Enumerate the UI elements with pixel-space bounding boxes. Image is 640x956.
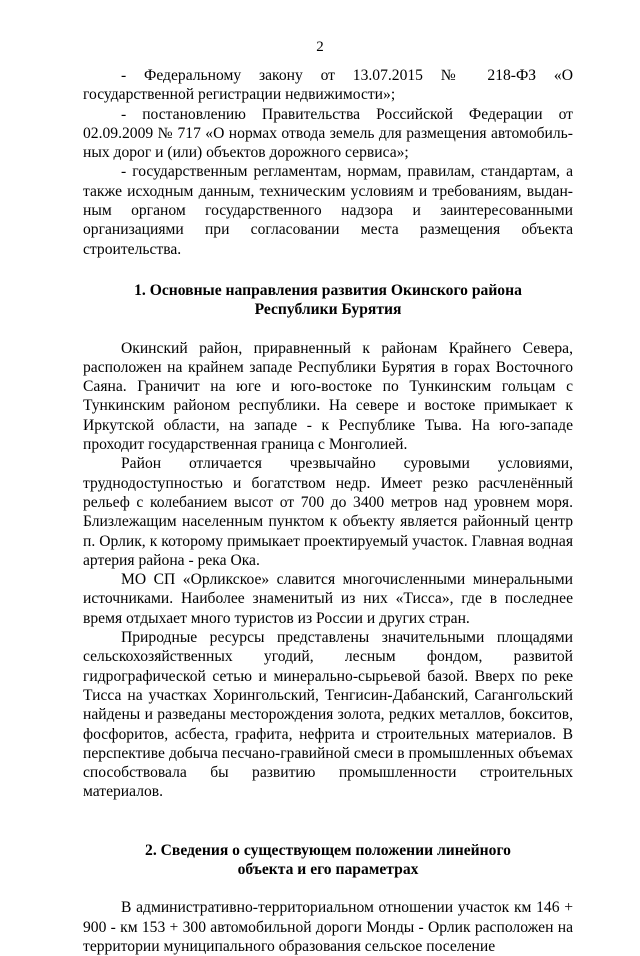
paragraph: Окинский район, приравненный к районам Крайнего Севера, расположен на крайнем западе Республики Бурятия в горах Восточного Саяна. Граничит на юге и юго-востоке по Тункинским гольцам с Тункинским районом республики. На севере и востоке примыкает к Иркутской области, на западе - к Республике Тыва. На юго-западе проходит государственная граница с Монголией. <box>83 339 573 454</box>
page-number: 2 <box>316 39 324 55</box>
section-heading-1-line1: 1. Основные направления развития Окинского района <box>134 281 522 299</box>
list-item: - постановлению Правительства Российской Федерации от 02.09.2009 № 717 «О нормах отвода земель для размещения автомобильных дорог и (или) объектов дорожного сервиса»; <box>83 105 573 162</box>
page-content <box>83 66 573 956</box>
paragraph: Природные ресурсы представлены значительными площадями сельскохозяйственных угодий, лесным фондом, развитой гидрографической сетью и минерально-сырьевой базой. Вверх по реке Тисса на участках Хорингольский, Тенгисин-Дабанский, Сагангольский найдены и разведаны месторождения золота, редких металлов, бокситов, фосфоритов, асбеста, графита, нефрита и строительных материалов. В перспективе добыча песчано-гравийной смеси в промышленных объемах способствовала бы развитию промышленности строительных материалов. <box>83 629 573 801</box>
list-item: - государственным регламентам, нормам, правилам, стандартам, а также исходным данным, техническим условиям и требованиям, выданным органом государственного надзора и заинтересованными организациями при согласовании места размещения объекта строительства. <box>83 163 573 258</box>
section-heading-2 <box>83 841 573 880</box>
paragraph: В административно-территориальном отношении участок км 146 + 900 - км 153 + 300 автомобильной дороги Монды - Орлик расположен на территории муниципального образования сельское поселение <box>83 899 573 955</box>
section-heading-2-line2: объекта и его параметрах <box>237 860 419 878</box>
section-heading-1 <box>83 281 573 320</box>
paragraph: МО СП «Орликское» славится многочисленными минеральными источниками. Наиболее знаменитый из них «Тисса», где в последнее время отдыхает много туристов из России и других стран. <box>83 571 573 627</box>
list-item: - Федеральному закону от 13.07.2015 № 218-ФЗ «О государственной регистрации недвижимости»; <box>83 67 573 104</box>
section-heading-1-line2: Республики Бурятия <box>254 301 402 319</box>
section-heading-2-line1: 2. Сведения о существующем положении линейного <box>145 841 511 859</box>
paragraph: Район отличается чрезвычайно суровыми условиями, труднодоступностью и богатством недр. Имеет резко расчленённый рельеф с колебанием высот от 700 до 3400 метров над уровнем моря. Близлежащим населенным пунктом к объекту является районный центр п. Орлик, к которому примыкает проектируемый участок. Главная водная артерия района - река Ока. <box>83 455 573 569</box>
